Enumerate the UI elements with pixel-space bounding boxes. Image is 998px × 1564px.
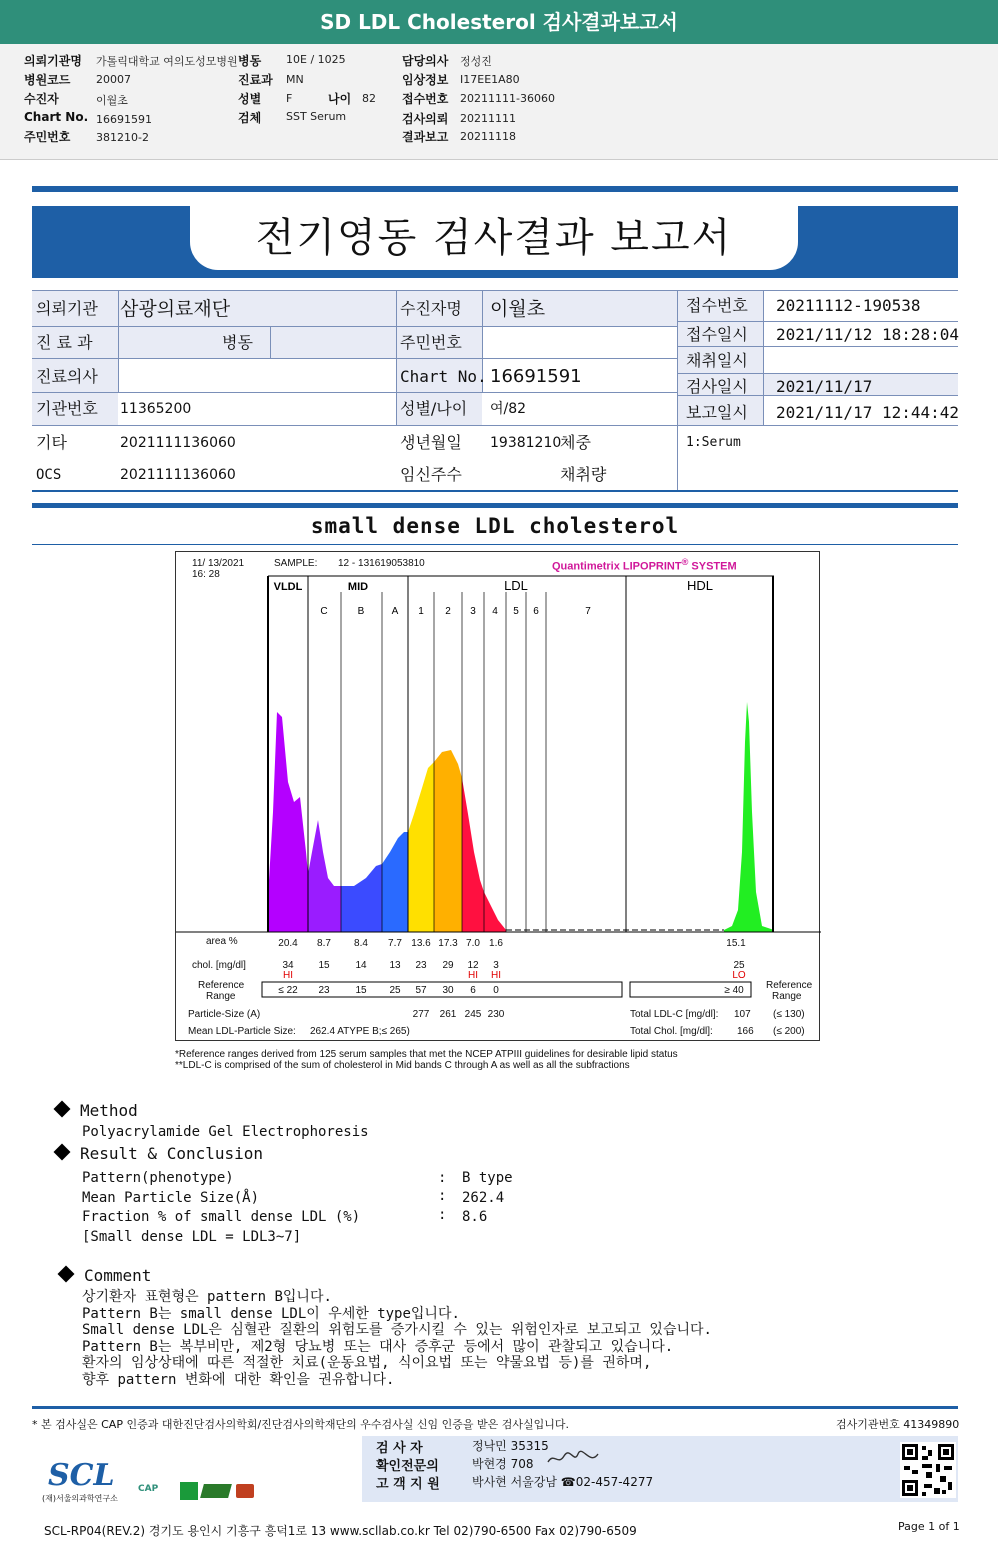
band-label: A [391,606,399,617]
info-value: 2021/11/17 [776,377,873,396]
info-label: 기타 [36,433,67,452]
result-colon: : [438,1170,447,1186]
group-label-mid: MID [347,581,369,593]
signer-value: 박사현 서울강남 ☎02-457-4277 [472,1475,654,1489]
info-label: 주민번호 [400,333,462,352]
peak-vldl [268,712,308,932]
footer-rule [32,1406,958,1409]
meta-label: 검체 [238,111,262,125]
result-value: 8.6 [462,1209,488,1225]
ref-label-right-1: Reference [766,980,813,991]
scl-logo: SCL [48,1458,115,1493]
meta-value: F [286,92,293,105]
group-label-hdl: HDL [686,578,714,593]
info-label: 채취일시 [686,351,748,370]
meta-label: Chart No. [24,110,89,124]
peak-ldl4 [484,892,506,932]
reference-value: 57 [415,985,427,996]
reference-value-hdl: ≥ 40 [724,985,744,996]
info-label: 채취량 [560,465,607,484]
scl-logo-sub: (재)서울의과학연구소 [42,1494,118,1503]
total-ldl-value: 107 [734,1009,751,1020]
area-value: 20.4 [278,938,298,949]
meta-label: 담당의사 [402,54,449,68]
chol-value: 3 [493,960,499,971]
chol-value-hdl: 25 [733,960,745,971]
total-ldl-label: Total LDL-C [mg/dl]: [630,1009,719,1020]
info-value: 1:Serum [686,435,741,450]
sample-id: 12 - 131619053810 [338,558,425,569]
meta-value: 381210-2 [96,131,149,144]
row-label-area: area % [206,936,238,947]
lipoprint-chart [175,551,820,1041]
section-divider [32,503,958,508]
reference-value: 25 [389,985,401,996]
request-meta-panel [0,44,998,160]
brand-name: Quantimetrix LIPOPRINT® SYSTEM [552,557,737,573]
result-value: 262.4 [462,1190,505,1206]
info-value: 이월초 [490,298,546,320]
meta-value: SST Serum [286,110,347,123]
reference-value: 15 [355,985,367,996]
info-value: 11365200 [120,401,192,417]
comment-line: Small dense LDL은 심혈관 질환의 위험도를 증가시킬 수 있는 위험인자로 보고되고 있습니다. [82,1322,712,1338]
certification-note: * 본 검사실은 CAP 인증과 대한진단검사의학회/진단검사의학재단의 우수검사실 신임 인증을 받은 검사실입니다. [32,1418,570,1431]
particle-size-value: 261 [439,1009,457,1020]
info-label: 수진자명 [400,299,462,318]
footer-address: SCL-RP04(REV.2) 경기도 용인시 기흥구 흥덕1로 13 www.scllab.co.kr Tel 02)790-6500 Fax 02)790-6509 [44,1524,637,1538]
particle-size-value: 277 [412,1009,430,1020]
accreditation-logo-icon [200,1484,232,1498]
band-label: 1 [418,606,424,617]
band-label: C [320,606,328,617]
meta-value: 정성진 [460,55,492,68]
area-value: 7.0 [466,938,480,949]
band-label: 6 [533,606,539,617]
meta-label: 의뢰기관명 [24,54,82,68]
comment-line: 향후 pattern 변화에 대한 확인을 권유합니다. [82,1372,395,1388]
area-value: 8.7 [317,938,331,949]
total-chol-ref: (≤ 200) [773,1026,805,1037]
meta-value: 20211118 [460,130,516,143]
area-value-hdl: 15.1 [726,938,746,949]
info-label: 접수번호 [686,296,748,315]
page-number: Page 1 of 1 [898,1520,960,1533]
result-key: Mean Particle Size(Å) [82,1190,260,1206]
result-colon: : [438,1188,447,1204]
total-chol-label: Total Chol. [mg/dl]: [630,1026,713,1037]
ref-label-right-2: Range [772,991,802,1002]
info-value: 16691591 [490,366,582,387]
meta-value: MN [286,73,304,86]
patient-info-table [32,290,958,490]
signer-label: 검 사 자 [376,1441,423,1456]
chart-time: 16: 28 [192,569,220,580]
info-label: 검사일시 [686,377,748,396]
total-ldl-ref: (≤ 130) [773,1009,805,1020]
result-note: [Small dense LDL = LDL3~7] [82,1229,302,1245]
meta-value: 20211111-36060 [460,92,555,105]
chol-value: 14 [355,960,367,971]
result-heading: Result & Conclusion [56,1144,263,1163]
chol-value: 23 [415,960,427,971]
meta-label: 성별 [238,92,262,106]
flag-high: HI [491,970,501,981]
meta-label: 주민번호 [24,130,71,144]
info-value: 20211112-190538 [776,296,921,315]
section-underline [32,544,958,545]
meta-label: 검사의뢰 [402,112,449,126]
institution-number: 검사기관번호 41349890 [836,1418,960,1431]
info-value: 2021111136060 [120,435,236,451]
flag-low: LO [732,970,746,981]
peak-l2 [434,750,462,932]
meta-value: 82 [362,92,376,105]
reference-value: 30 [442,985,454,996]
meta-label: 접수번호 [402,92,449,106]
info-label: OCS [36,467,62,483]
peak-hdl [724,702,774,932]
reference-value: 23 [318,985,330,996]
info-label: Chart No. [400,367,487,386]
chol-value: 13 [389,960,401,971]
info-label: 체중 [560,433,591,452]
group-label-ldl: LDL [504,578,528,593]
meta-label: 수진자 [24,92,59,106]
method-heading: Method [56,1101,138,1120]
band-label: 4 [492,606,498,617]
info-value: 2021/11/12 18:28:04 [776,325,960,344]
peak-c [308,820,341,932]
chart-section-title: small dense LDL cholesterol [310,514,680,538]
info-value: 여/82 [490,401,527,417]
diamond-bullet-icon [58,1266,75,1283]
band-label: 5 [513,606,519,617]
info-value: 삼광의료재단 [120,298,231,320]
title-band-bottom-rule [32,276,958,278]
area-value: 17.3 [438,938,458,949]
report-title: 전기영동 검사결과 보고서 [255,215,733,261]
meta-value: 16691591 [96,113,152,126]
reference-value: 0 [493,985,499,996]
reference-value: ≤ 22 [278,985,298,996]
chol-value: 34 [282,960,294,971]
comment-line: Pattern B는 복부비만, 제2형 당뇨병 또는 대사 증후군 등에서 많이 관찰되고 있습니다. [82,1339,674,1355]
meta-value: 10E / 1025 [286,53,346,66]
signer-label: 확인전문의 [376,1459,439,1474]
method-text: Polyacrylamide Gel Electrophoresis [82,1124,369,1140]
info-label: 보고일시 [686,403,748,422]
area-value: 7.7 [388,938,402,949]
result-key: Pattern(phenotype) [82,1170,234,1186]
accreditation-logo-icon [180,1482,198,1500]
diamond-bullet-icon [54,1144,71,1161]
cap-logo: CAP [138,1484,159,1494]
signer-label: 고 객 지 원 [376,1477,440,1492]
result-colon: : [438,1207,447,1223]
meta-label: 결과보고 [402,130,449,144]
mean-size-label: Mean LDL-Particle Size: [188,1026,296,1037]
info-value: 19381210 [490,435,562,451]
peak-l1 [408,762,434,932]
comment-line: Pattern B는 small dense LDL이 우세한 type입니다. [82,1306,460,1322]
meta-value: 20007 [96,73,131,86]
info-label: 진료의사 [36,367,98,386]
band-label: 3 [470,606,476,617]
row-label-ref-1: Reference [198,980,245,991]
info-value: 병동 [222,333,253,352]
info-label: 의뢰기관 [36,299,98,318]
flag-high: HI [283,970,293,981]
mean-size-value: 262.4 ATYPE B;≤ 265) [310,1026,410,1037]
signer-value: 정낙민 35315 [472,1439,549,1453]
particle-size-label: Particle-Size (A) [188,1009,261,1020]
area-value: 1.6 [489,938,503,949]
particle-size-value: 230 [487,1009,505,1020]
accreditation-logo-icon [236,1484,254,1498]
band-label: 7 [585,606,591,617]
result-key: Fraction % of small dense LDL (%) [82,1209,361,1225]
flag-high: HI [468,970,478,981]
info-value: 2021111136060 [120,467,236,483]
peak-b [341,864,382,932]
meta-value: I17EE1A80 [460,73,520,86]
row-label-ref-2: Range [206,991,236,1002]
result-value: B type [462,1170,513,1186]
chol-value: 15 [318,960,330,971]
meta-label: 병동 [238,54,262,68]
meta-value: 가톨릭대학교 여의도성모병원 [96,55,238,68]
chol-value: 12 [467,960,479,971]
footnote-1: *Reference ranges derived from 125 serum samples that met the NCEP ATPIII guidelines for desirable lipid status [175,1049,678,1060]
peak-l3 [462,778,484,932]
meta-label: 진료과 [238,73,273,87]
qr-code-icon [900,1442,956,1498]
signer-value: 박현경 708 [472,1457,534,1471]
band-label: B [357,606,365,617]
handwritten-signature [546,1448,602,1470]
peak-a [382,832,408,932]
sample-label: SAMPLE: [274,558,318,569]
reference-value: 6 [470,985,476,996]
footnote-2: **LDL-C is comprised of the sum of cholesterol in Mid bands C through A as well as all the subfractions [175,1060,630,1071]
info-label: 생년월일 [400,433,462,452]
info-label: 접수일시 [686,325,748,344]
meta-label: 병원코드 [24,73,71,87]
meta-label: 나이 [328,92,352,106]
particle-size-value: 245 [464,1009,482,1020]
comment-heading: Comment [60,1266,151,1285]
info-value: 2021/11/17 12:44:42 [776,403,960,422]
band-label: 2 [445,606,451,617]
info-label: 성별/나이 [400,399,468,418]
report-header-title: SD LDL Cholesterol 검사결과보고서 [0,0,998,44]
chart-date: 11/ 13/2021 [192,558,245,569]
total-chol-value: 166 [737,1026,754,1037]
meta-value: 이월초 [96,94,128,107]
meta-label: 임상정보 [402,73,449,87]
comment-line: 환자의 임상상태에 따른 적절한 치료(운동요법, 식이요법 또는 약물요법 등)를 권하며, [82,1355,652,1371]
row-label-chol: chol. [mg/dl] [192,960,246,971]
info-label: 임신주수 [400,465,462,484]
info-label: 진 료 과 [36,333,93,352]
diamond-bullet-icon [54,1101,71,1118]
title-band-top-rule [32,186,958,192]
chol-value: 29 [442,960,454,971]
area-value: 13.6 [411,938,431,949]
signature-box [362,1436,958,1502]
comment-line: 상기환자 표현형은 pattern B입니다. [82,1289,332,1305]
area-value: 8.4 [354,938,368,949]
info-label: 기관번호 [36,399,98,418]
group-label-vldl: VLDL [273,581,303,593]
meta-value: 20211111 [460,112,516,125]
